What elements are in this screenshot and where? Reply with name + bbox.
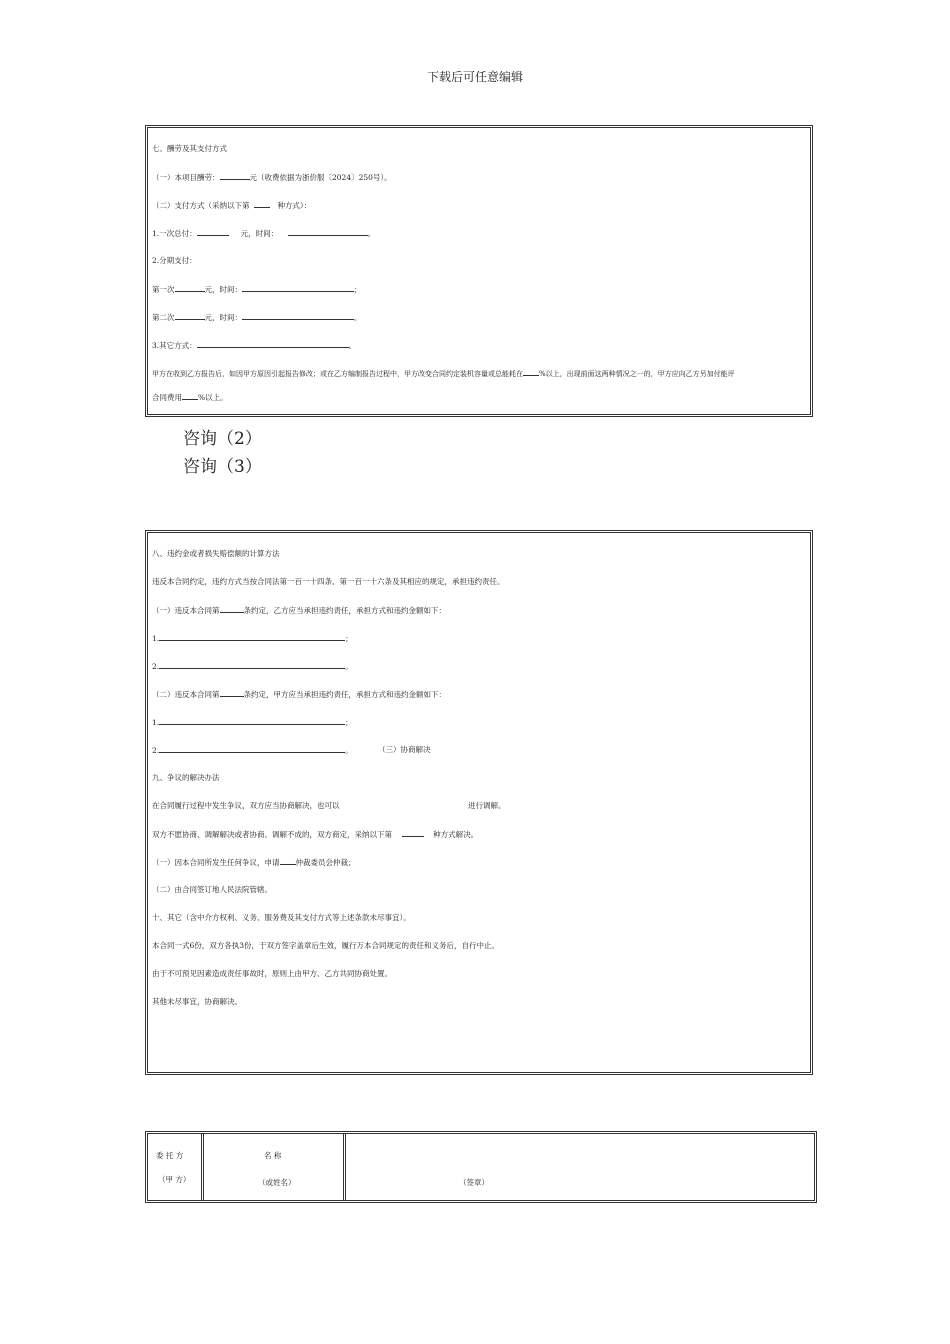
- section8-intro: 违反本合同约定，违约方式当按合同法第一百一十四条、第一百一十六条及其相应的规定，承担违约责任。: [152, 577, 505, 586]
- capacity-percent-blank[interactable]: [523, 368, 539, 376]
- section9-title: 九、争议的解决办法: [152, 773, 220, 782]
- name-sub-label: （或姓名）: [258, 1178, 296, 1187]
- fee-blank[interactable]: [220, 172, 250, 180]
- dispute-method-line: 双方不愿协商、调解解决或者协商、调解不成的，双方商定，采纳以下第 种方式解决。: [152, 830, 479, 839]
- lump-sum-time-blank[interactable]: [288, 228, 368, 236]
- clause1-number-blank[interactable]: [220, 605, 244, 613]
- section10-title: 十、其它（含中介方权利、义务、服务费及其支付方式等上述条款未尽事宜）。: [152, 913, 411, 922]
- extra-fee-line-1: 甲方在收到乙方报告后，如因甲方原因引起报告修改；或在乙方编制报告过程中，甲方改变合同约定装机容量或总能耗在 %以上，出现前面这两种情况之一的，甲方应向乙方另加付能评: [152, 370, 735, 378]
- arbitration-blank[interactable]: [280, 857, 296, 865]
- extra-fee-line-2: 合同费用 %以上。: [152, 393, 228, 402]
- other-matters-line: 其他未尽事宜，协商解决。: [152, 997, 242, 1006]
- other-method-blank[interactable]: [197, 340, 349, 348]
- court-line: （二）由合同签订地人民法院管辖。: [152, 885, 272, 894]
- first-installment-line: 第一次 元，时间： ；: [152, 285, 362, 294]
- clause3-negotiation: （三）协商解决: [378, 745, 431, 754]
- first-time-blank[interactable]: [242, 284, 354, 292]
- arbitration-line: （一）因本合同所发生任何争议，申请 仲裁委员会仲裁；: [152, 858, 356, 867]
- party-b-item-1-blank[interactable]: [159, 633, 345, 641]
- column-divider: [343, 1134, 346, 1200]
- lump-sum-amount-blank[interactable]: [197, 228, 229, 236]
- clause2-line: （二）违反本合同第 条约定，甲方应当承担违约责任，承担方式和违约金额如下：: [152, 690, 446, 699]
- payment-option-blank[interactable]: [254, 200, 270, 208]
- second-amount-blank[interactable]: [175, 312, 205, 320]
- name-label: 名 称: [264, 1151, 282, 1160]
- party-sub-label: （甲 方）: [158, 1175, 191, 1184]
- consult-2: 咨询（2）: [183, 429, 262, 449]
- party-b-item-2-blank[interactable]: [159, 661, 345, 669]
- consult-3: 咨询（3）: [183, 457, 262, 477]
- second-time-blank[interactable]: [242, 312, 354, 320]
- payment-method-line: （二）支付方式（采纳以下第 种方式）：: [152, 201, 312, 210]
- section8-title: 八、违约金或者损失赔偿额的计算方法: [152, 549, 280, 558]
- copies-line: 本合同一式6份，双方各执3份，于双方签字盖章后生效，履行万本合同规定的责任和义务后，自行中止。: [152, 941, 500, 950]
- party-a-item-1: 1. ；: [152, 718, 353, 727]
- party-label: 委 托 方: [156, 1151, 184, 1160]
- section7-box: [145, 125, 813, 417]
- section7-title: 七、酬劳及其支付方式: [152, 144, 227, 153]
- extra-fee-percent-blank[interactable]: [182, 392, 198, 400]
- dispute-option-blank[interactable]: [402, 829, 424, 837]
- party-b-item-1: 1. ；: [152, 634, 353, 643]
- clause2-number-blank[interactable]: [220, 689, 244, 697]
- dispute-mediation-line: 在合同履行过程中发生争议，双方应当协商解决，也可以: [152, 801, 340, 810]
- force-majeure-line: 由于不可预见因素造成责任事故时，原则上由甲方、乙方共同协商处置。: [152, 969, 392, 978]
- section8-box: [145, 530, 813, 1075]
- first-amount-blank[interactable]: [175, 284, 205, 292]
- fee-line: （一）本项目酬劳： 元（收费依据为浙价服〔2024〕250号）。: [152, 173, 392, 182]
- party-a-item-2-blank[interactable]: [159, 745, 345, 753]
- signature-table: [145, 1131, 817, 1203]
- page-header: 下载后可任意编辑: [426, 70, 523, 84]
- other-method-line: 3.其它方式： 。: [152, 341, 357, 350]
- column-divider: [201, 1134, 204, 1200]
- second-installment-line: 第二次 元，时间： 。: [152, 313, 362, 322]
- party-a-item-1-blank[interactable]: [159, 717, 345, 725]
- party-a-item-2: 2. 。: [152, 746, 353, 755]
- mediation-end: 进行调解。: [468, 801, 506, 810]
- party-b-item-2: 2. 。: [152, 662, 353, 671]
- lump-sum-line: 1.一次总付： 元，时间： 。: [152, 229, 376, 238]
- seal-label[interactable]: （签章）: [459, 1178, 489, 1187]
- clause1-line: （一）违反本合同第 条约定，乙方应当承担违约责任，承担方式和违约金额如下：: [152, 606, 446, 615]
- installment-title: 2.分期支付：: [152, 256, 197, 265]
